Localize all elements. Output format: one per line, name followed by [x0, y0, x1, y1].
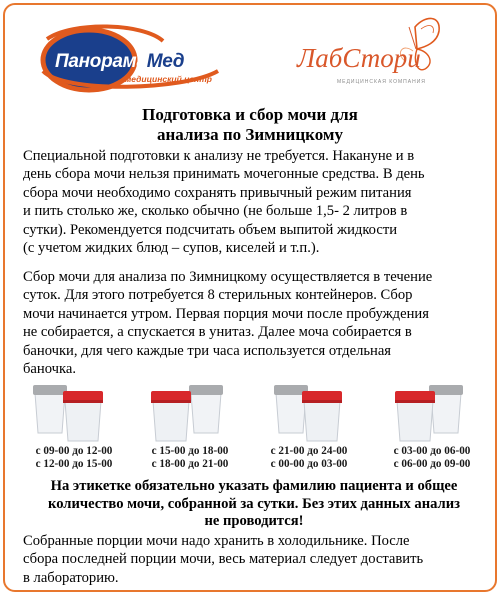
time-range-2b: с 18-00 до 21-00 [151, 458, 229, 470]
time-range-4a: с 03-00 до 06-00 [393, 445, 471, 457]
paragraph-storage [23, 532, 485, 587]
container-group-3 [254, 381, 364, 471]
text-line: сутки). Рекомендуется подсчитать объем выпитой жидкости [23, 221, 398, 238]
logo-left-name: ПанорамаМед [55, 51, 185, 72]
container-group-1 [19, 381, 129, 471]
time-range-1b: с 12-00 до 15-00 [35, 458, 113, 470]
container-group-2 [135, 381, 245, 471]
text-line: суток. Для этого потребуется 8 стерильных контейнеров. Сбор [23, 287, 413, 304]
time-range-2a: с 15-00 до 18-00 [151, 445, 229, 457]
paragraph-preparation [23, 147, 485, 257]
flyer-frame [3, 3, 497, 592]
urine-containers-icon [254, 381, 364, 443]
text-line: в лабораторию. [23, 569, 119, 586]
time-range-4b: с 06-00 до 09-00 [393, 458, 471, 470]
text-line: сбора последней порции мочи, весь материал следует доставить [23, 551, 424, 568]
warning-line: не проводится! [204, 513, 304, 529]
time-range-1a: с 09-00 до 12-00 [35, 445, 113, 457]
logo-panoramamed [33, 19, 243, 93]
warning-label-note [15, 478, 493, 531]
logo-labstory [275, 13, 475, 91]
urine-containers-icon [135, 381, 245, 443]
logo-right-subtitle: МЕДИЦИНСКАЯ КОМПАНИЯ [337, 79, 426, 85]
time-range-3a: с 21-00 до 24-00 [270, 445, 348, 457]
title-line-1: Подготовка и сбор мочи для [142, 105, 358, 124]
text-line: баночки, для чего каждые три часа используется отдельная [23, 342, 392, 359]
text-line: Собранные порции мочи надо хранить в холодильнике. После [23, 533, 410, 549]
warning-line: количество мочи, собранной за сутки. Без этих данных анализ [47, 495, 460, 512]
urine-containers-icon [19, 381, 129, 443]
logo-left-subtitle: медицинский центр [125, 74, 212, 84]
text-line: мочи начинается утром. Первая порция мочи после пробуждения [23, 305, 429, 322]
text-line: сбора мочи необходимо сохранять привычный режим питания [23, 184, 412, 201]
text-line: (с учетом жидких блюд – супов, киселей и т.п.). [23, 240, 320, 257]
paragraph-collection [23, 268, 485, 378]
text-line: день сбора мочи нельзя принимать мочегонные средства. В день [23, 166, 425, 183]
logo-right-name: ЛабСтори [297, 43, 421, 73]
urine-containers-icon [377, 381, 487, 443]
text-line: баночка. [23, 361, 76, 378]
text-line: и пить столько же, сколько обычно (не больше 1,5- 2 литров в [23, 203, 408, 220]
title-line-2: анализа по Зимницкому [157, 125, 343, 144]
time-range-3b: с 00-00 до 03-00 [270, 458, 348, 470]
container-group-4 [377, 381, 487, 471]
text-line: Специальной подготовки к анализу не требуется. Накануне и в [23, 148, 415, 164]
text-line: не собирается, а спускается в унитаз. Далее моча собирается в [23, 324, 412, 341]
warning-line: На этикетке обязательно указать фамилию пациента и общее [50, 478, 458, 494]
text-line: Сбор мочи для анализа по Зимницкому осуществляется в течение [23, 269, 433, 285]
